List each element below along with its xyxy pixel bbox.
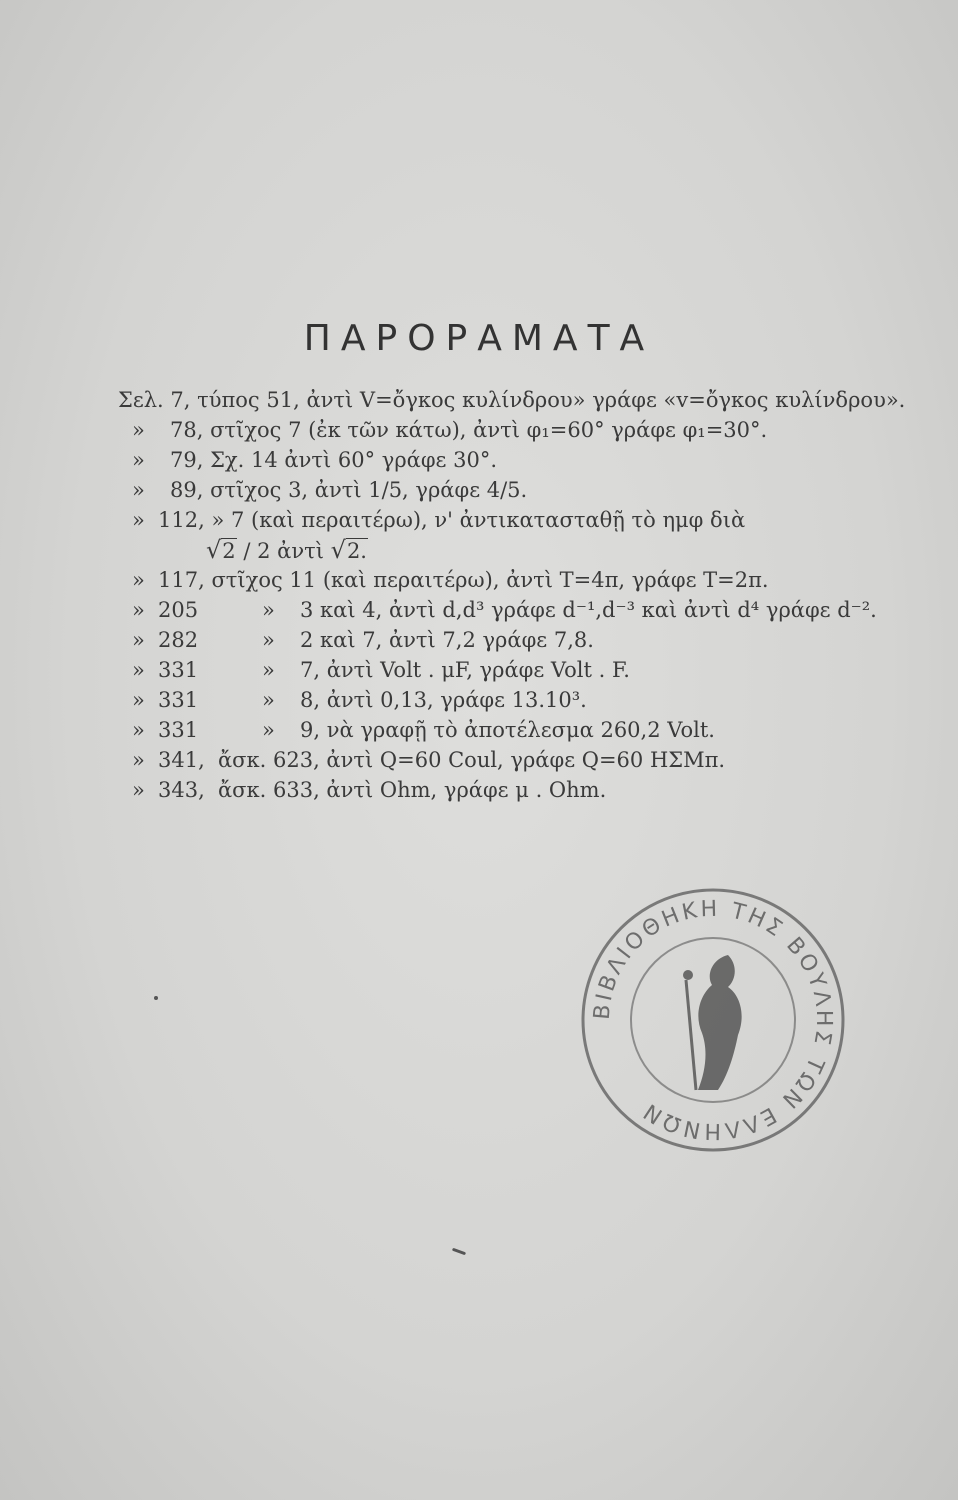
ditto-mark: » bbox=[132, 718, 145, 742]
ditto-mark: » bbox=[262, 628, 275, 652]
errata-text: / 2 ἀντὶ bbox=[243, 539, 324, 563]
ditto-mark: » bbox=[132, 418, 145, 442]
errata-line bbox=[118, 385, 918, 415]
errata-line bbox=[118, 505, 918, 535]
ditto-mark: » bbox=[132, 598, 145, 622]
errata-text: , στῖχος 11 (καὶ περαιτέρω), ἀντὶ T=4π, γράφε T=2π. bbox=[198, 568, 769, 592]
errata-line-continued: √2 / 2 ἀντὶ √2. bbox=[206, 536, 367, 564]
sqrt-radicand: 2. bbox=[346, 539, 367, 563]
errata-text: , » 7 (καὶ περαιτέρω), ν' ἀντικατασταθῇ τὸ ημφ διὰ bbox=[198, 508, 746, 532]
errata-line bbox=[118, 565, 918, 595]
errata-text: , στῖχος 7 (ἐκ τῶν κάτω), ἀντὶ φ₁=60° γράφε φ₁=30°. bbox=[196, 418, 768, 442]
errata-text: 8, ἀντὶ 0,13, γράφε 13.10³. bbox=[300, 688, 587, 712]
errata-line bbox=[118, 655, 918, 685]
errata-text: 7, ἀντὶ Volt . μF, γράφε Volt . F. bbox=[300, 658, 630, 682]
errata-page: 331 bbox=[158, 658, 199, 682]
errata-text: , στῖχος 3, ἀντὶ 1/5, γράφε 4/5. bbox=[196, 478, 528, 502]
ditto-mark: » bbox=[132, 628, 145, 652]
ditto-mark: » bbox=[132, 748, 145, 772]
errata-line bbox=[118, 685, 918, 715]
errata-text: ἄσκ. 633, ἀντὶ Ohm, γράφε μ . Ohm. bbox=[218, 778, 607, 802]
scan-speck bbox=[452, 1248, 466, 1256]
errata-page: 89 bbox=[170, 478, 197, 502]
errata-line: » 341, ἄσκ. 623, ἀντὶ Q=60 Coul, γράφε Q=60 ΗΣΜπ. bbox=[118, 745, 918, 775]
ditto-mark: » bbox=[262, 598, 275, 622]
ditto-mark: » bbox=[262, 688, 275, 712]
errata-page: 331 bbox=[158, 688, 199, 712]
errata-text: , Σχ. 14 ἀντὶ 60° γράφε 30°. bbox=[196, 448, 498, 472]
errata-page: 343 bbox=[158, 778, 199, 802]
errata-text: 2 καὶ 7, ἀντὶ 7,2 γράφε 7,8. bbox=[300, 628, 594, 652]
errata-text: 9, νὰ γραφῇ τὸ ἀποτέλεσμα 260,2 Volt. bbox=[300, 718, 715, 742]
ditto-mark: » bbox=[132, 448, 145, 472]
errata-page: 205 bbox=[158, 598, 199, 622]
errata-line bbox=[118, 595, 918, 625]
ditto-mark: » bbox=[132, 478, 145, 502]
scan-speck bbox=[154, 996, 158, 1000]
errata-page: 331 bbox=[158, 718, 199, 742]
library-stamp bbox=[578, 885, 848, 1155]
errata-text: , τύπος 51, ἀντὶ V=ὄγκος κυλίνδρου» γράφε «v=ὄγκος κυλίνδρου». bbox=[183, 388, 906, 412]
errata-line bbox=[118, 715, 918, 745]
errata-line bbox=[118, 625, 918, 655]
errata-line: » 343, ἄσκ. 633, ἀντὶ Ohm, γράφε μ . Ohm. bbox=[118, 775, 918, 805]
errata-page: 112 bbox=[158, 508, 199, 532]
ditto-mark: » bbox=[132, 508, 145, 532]
athena-figure-icon bbox=[683, 955, 742, 1090]
stamp-ring-text: ΒΙΒΛΙΟΘΗΚΗ ΤΗΣ ΒΟΥΛΗΣ ΤΩΝ ΕΛΛΗΝΩΝ bbox=[589, 896, 837, 1144]
ditto-mark: » bbox=[262, 718, 275, 742]
errata-page: 117 bbox=[158, 568, 199, 592]
sqrt-radicand: 2 bbox=[222, 539, 236, 563]
errata-page: 78 bbox=[170, 418, 197, 442]
errata-text: ἄσκ. 623, ἀντὶ Q=60 Coul, γράφε Q=60 ΗΣΜπ. bbox=[218, 748, 726, 772]
errata-line bbox=[118, 445, 918, 475]
ditto-mark: » bbox=[262, 658, 275, 682]
ditto-mark: » bbox=[132, 778, 145, 802]
page-title: ΠΑΡΟΡΑΜΑΤΑ bbox=[303, 318, 655, 359]
ditto-mark: » bbox=[132, 568, 145, 592]
errata-page: 282 bbox=[158, 628, 199, 652]
errata-page: Σελ. 7 bbox=[118, 388, 184, 412]
errata-line bbox=[118, 475, 918, 505]
ditto-mark: » bbox=[132, 658, 145, 682]
ditto-mark: » bbox=[132, 688, 145, 712]
errata-text: 3 καὶ 4, ἀντὶ d,d³ γράφε d⁻¹,d⁻³ καὶ ἀντὶ d⁴ γράφε d⁻². bbox=[300, 598, 877, 622]
errata-line bbox=[118, 415, 918, 445]
errata-page: 79 bbox=[170, 448, 197, 472]
errata-page: 341 bbox=[158, 748, 199, 772]
errata-list bbox=[118, 385, 918, 805]
